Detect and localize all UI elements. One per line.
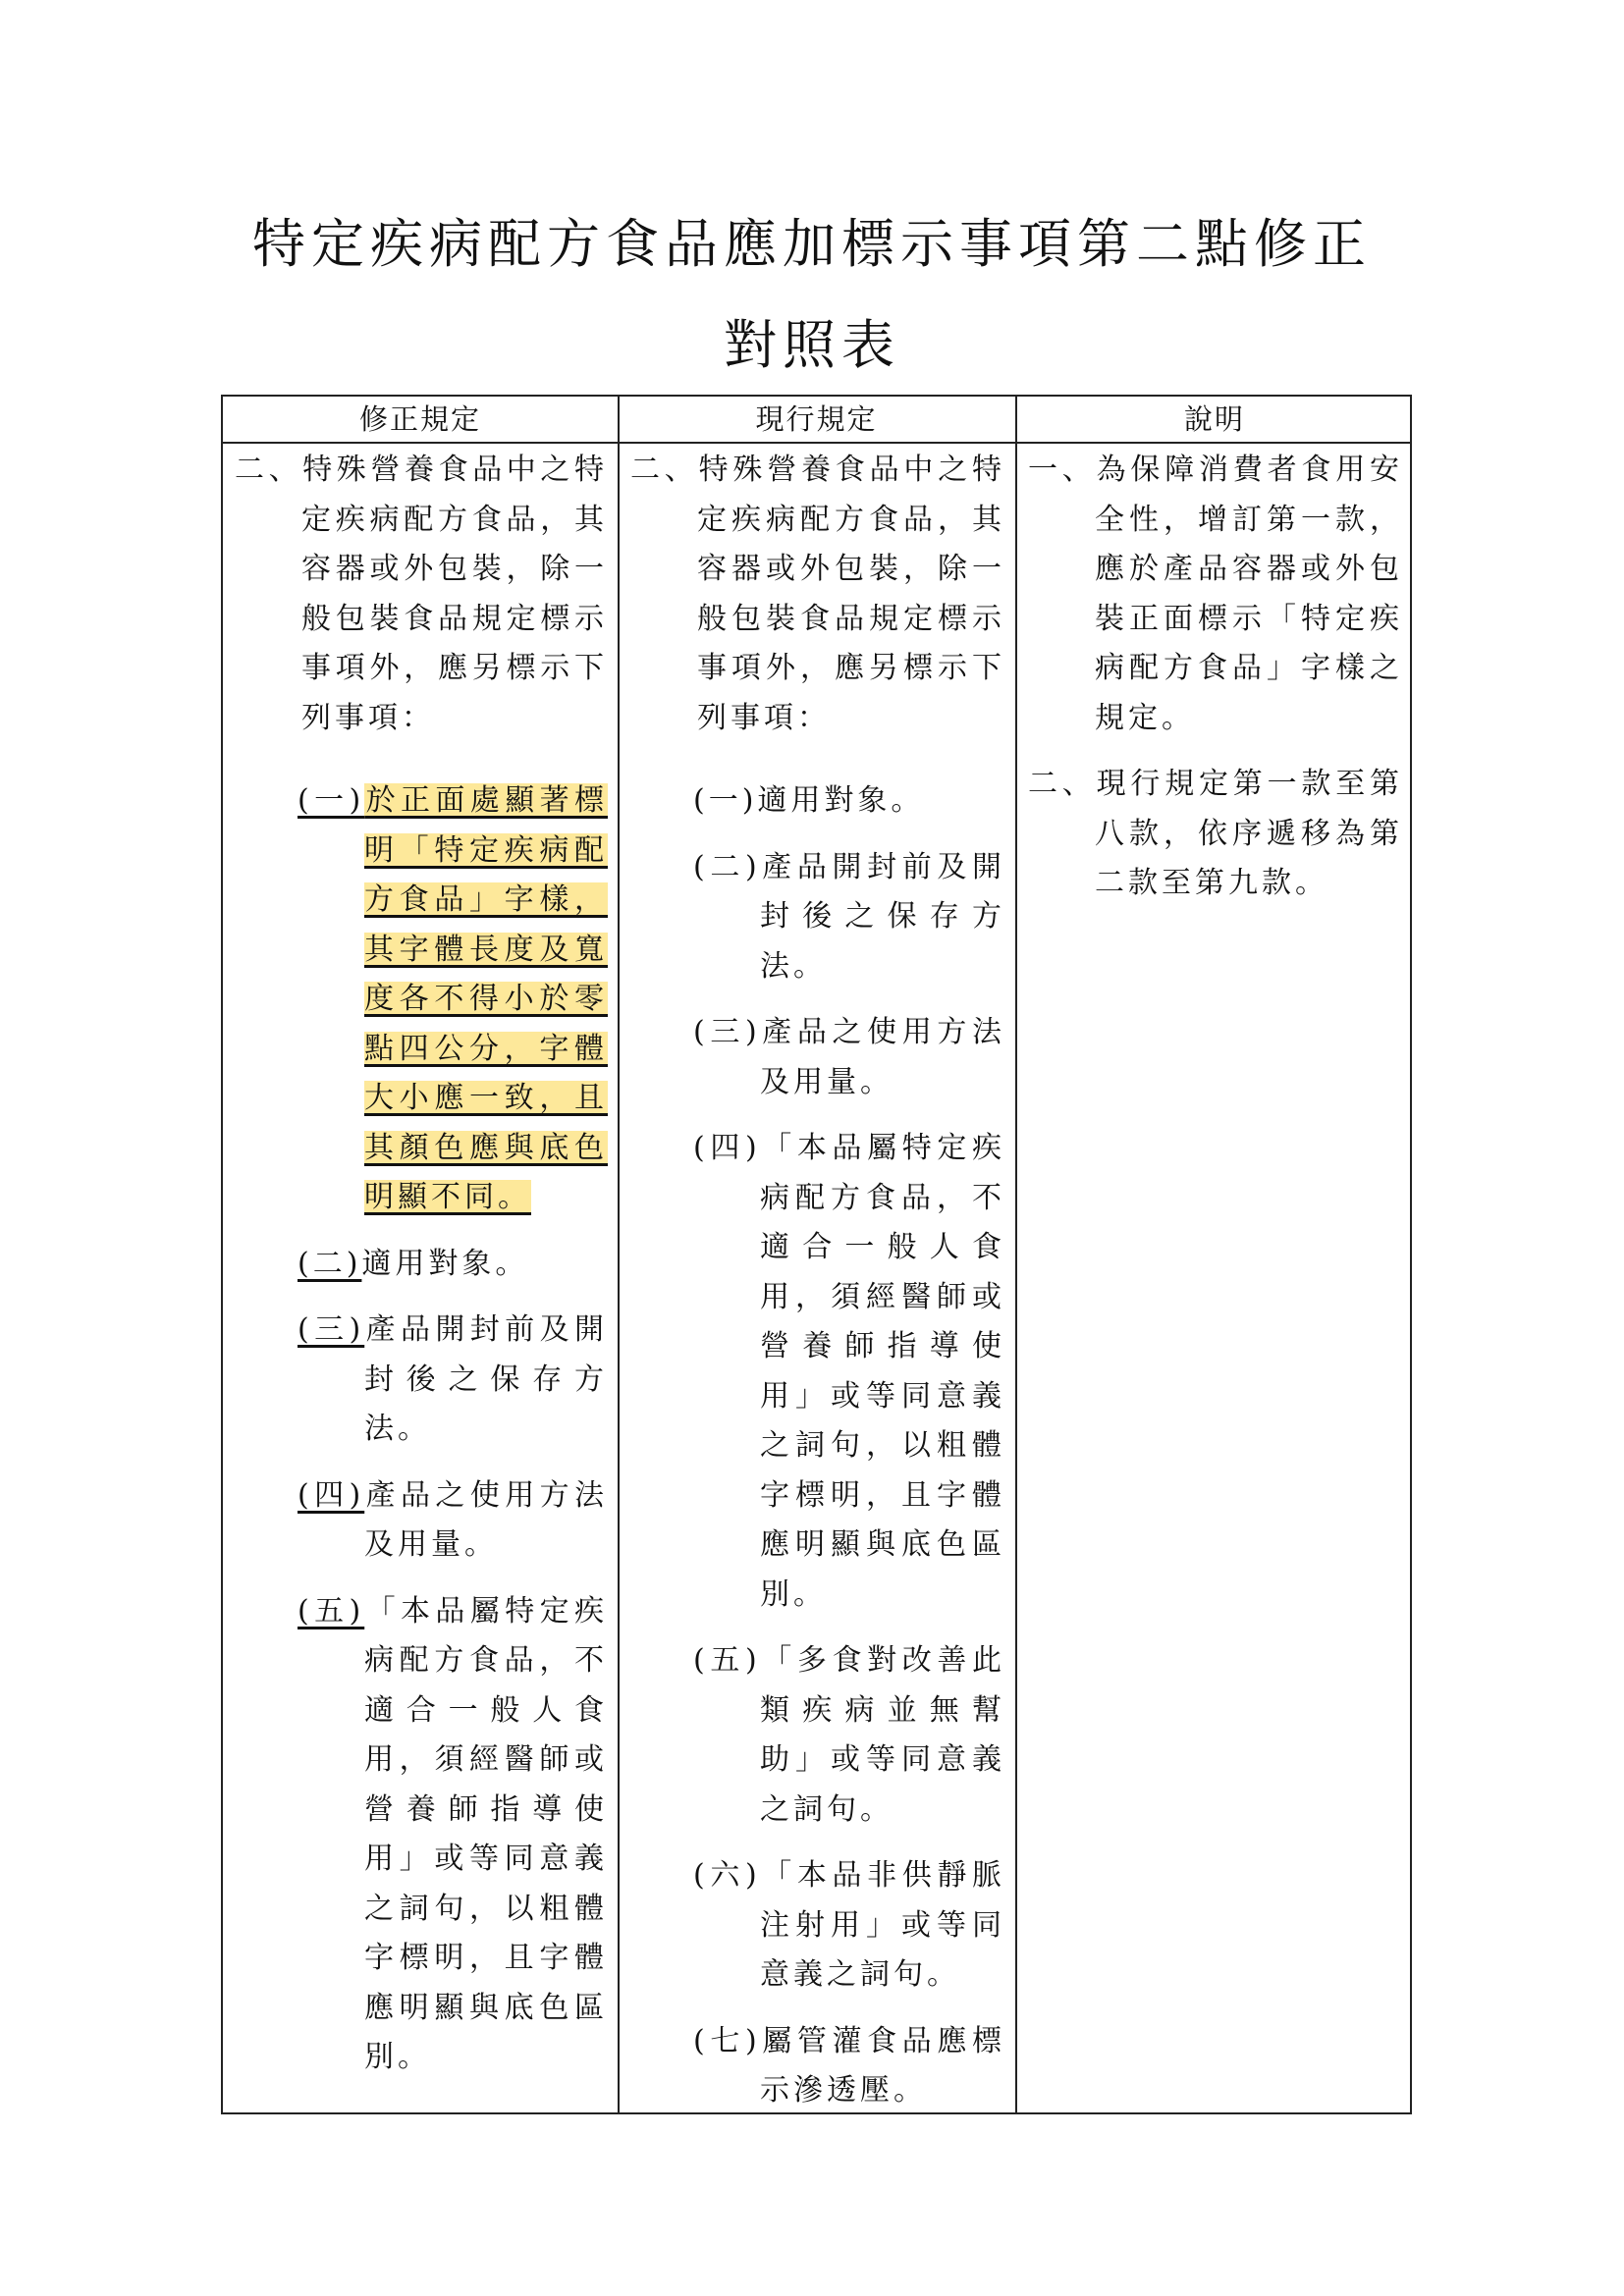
current-item-6 — [630, 1851, 1005, 2001]
revised-item-4 — [235, 1471, 608, 1571]
current-intro: 二、特殊營養食品中之特定疾病配方食品，其容器或外包裝，除一般包裝食品規定標示事項外，應另標示下列事項： — [630, 453, 1005, 735]
item-text: 屬管灌食品應標示滲透壓。 — [760, 2023, 1005, 2108]
revised-column — [235, 446, 608, 2083]
header-explanation: 說明 — [1183, 402, 1245, 436]
item-text: 「本品屬特定疾病配方食品，不適合一般人食用，須經醫師或營養師指導使用」或等同意義之詞句，以粗體字標明，且字體應明顯與底色區別。 — [760, 1131, 1005, 1612]
item-text: 產品開封前及開封後之保存方法。 — [364, 1312, 609, 1446]
current-column — [630, 446, 1005, 2116]
item-text: 「本品非供靜脈注射用」或等同意義之詞句。 — [760, 1858, 1005, 1992]
revised-item-3 — [235, 1306, 608, 1455]
item-text: 「多食對改善此類疾病並無幫助」或等同意義之詞句。 — [760, 1643, 1005, 1827]
item-text: 「本品屬特定疾病配方食品，不適合一般人食用，須經醫師或營養師指導使用」或等同意義之詞句，以粗體字標明，且字體應明顯與底色區別。 — [364, 1593, 609, 2074]
item-marker: (五) — [298, 1593, 365, 1629]
item-marker: (一) — [693, 783, 758, 818]
item-marker: (一) — [298, 783, 365, 818]
current-item-2 — [630, 843, 1005, 992]
explanation-item-2: 二、現行規定第一款至第八款，依序遞移為第二款至第九款。 — [1028, 767, 1403, 900]
item-text: 產品之使用方法及用量。 — [364, 1477, 609, 1562]
item-marker: (六) — [693, 1858, 761, 1893]
explanation-column — [1028, 446, 1403, 909]
current-item-3 — [630, 1008, 1005, 1107]
item-marker: (四) — [298, 1477, 365, 1513]
header-divider — [223, 442, 1410, 444]
page-title-line2: 對照表 — [724, 314, 900, 376]
header-current: 現行規定 — [755, 402, 878, 436]
item-marker: (四) — [693, 1131, 761, 1165]
revised-item-1 — [235, 776, 608, 1223]
item-marker: (五) — [693, 1643, 761, 1678]
page-title-line1: 特定疾病配方食品應加標示事項第二點修正 — [252, 213, 1372, 275]
item-marker: (七) — [693, 2023, 761, 2058]
item-marker: (二) — [298, 1246, 362, 1281]
item-text: 適用對象。 — [361, 1246, 529, 1281]
item-text: 適用對象。 — [757, 783, 925, 818]
current-item-1 — [630, 776, 1005, 827]
current-item-7 — [630, 2017, 1005, 2116]
revised-intro: 二、特殊營養食品中之特定疾病配方食品，其容器或外包裝，除一般包裝食品規定標示事項外，應另標示下列事項： — [235, 453, 608, 735]
comparison-table — [221, 395, 1412, 2114]
item-marker: (三) — [298, 1312, 365, 1347]
header-revised: 修正規定 — [358, 402, 481, 436]
current-item-4 — [630, 1124, 1005, 1620]
item-text: 產品開封前及開封後之保存方法。 — [760, 849, 1005, 984]
highlighted-new-text: 於正面處顯著標明「特定疾病配方食品」字樣，其字體長度及寬度各不得小於零點四公分，字體大小應一致，且其顏色應與底色明顯不同。 — [364, 783, 609, 1214]
current-item-5 — [630, 1636, 1005, 1835]
revised-item-2 — [235, 1240, 608, 1290]
item-marker: (二) — [693, 849, 761, 884]
explanation-item-1: 一、為保障消費者食用安全性，增訂第一款，應於產品容器或外包裝正面標示「特定疾病配方食品」字樣之規定。 — [1028, 453, 1403, 735]
column-divider — [618, 397, 620, 2112]
column-divider — [1015, 397, 1017, 2112]
item-text: 產品之使用方法及用量。 — [760, 1015, 1005, 1099]
revised-item-5 — [235, 1587, 608, 2083]
item-marker: (三) — [693, 1015, 761, 1049]
